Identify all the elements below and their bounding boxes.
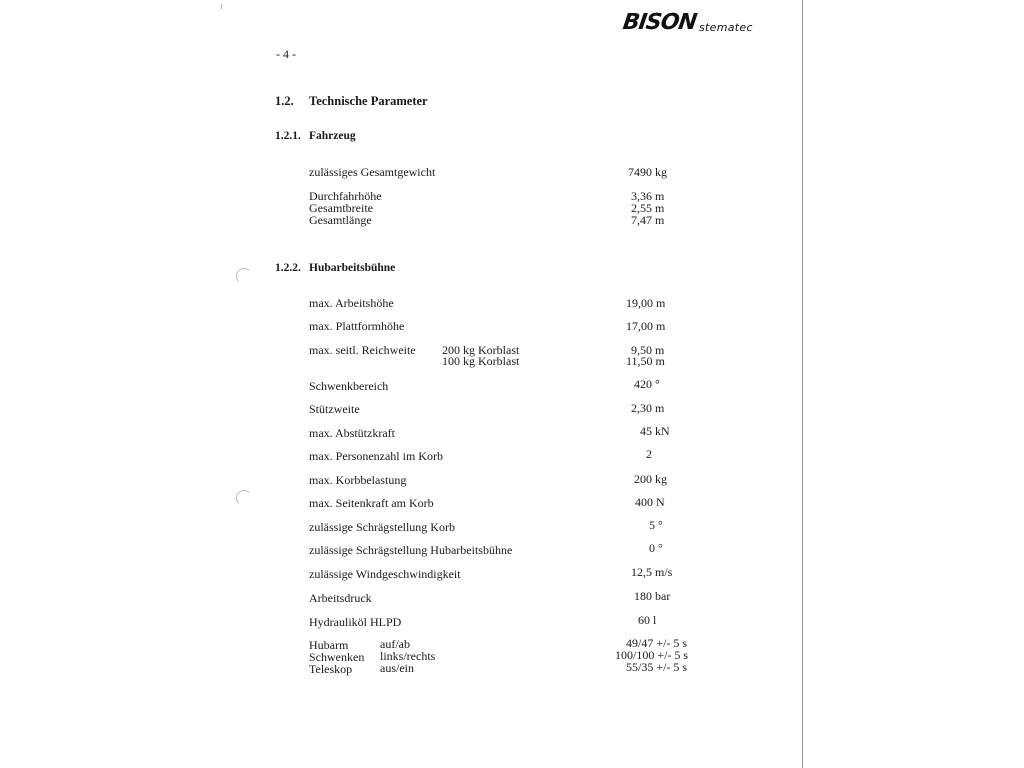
param-label: max. Arbeitshöhe [309,296,394,310]
param-label: zulässige Schrägstellung Hubarbeitsbühne [309,543,513,557]
param-condition: aus/ein [380,661,414,675]
param-label: Arbeitsdruck [309,591,372,605]
param-value: 100/100 +/- 5 s [615,648,689,662]
param-value: 180 bar [634,589,671,603]
param-condition: auf/ab [380,637,410,651]
param-value: 55/35 +/- 5 s [626,660,688,674]
param-label: max. Abstützkraft [309,426,395,440]
company-logo [623,10,768,36]
param-value: 60 l [638,613,657,627]
punch-hole-mark [236,268,252,284]
logo-main-text: BISON [621,10,698,35]
param-label: Schwenken [309,650,365,664]
param-value: 7490 kg [628,165,667,179]
param-value: 17,00 m [626,319,666,333]
param-label: max. Personenzahl im Korb [309,449,443,463]
logo-sub-text: stematec [699,21,753,34]
param-condition: 100 kg Korblast [442,354,520,368]
param-label: zulässige Schrägstellung Korb [309,520,455,534]
subsection-title-vehicle: Fahrzeug [309,130,356,142]
param-value: 3,36 m [631,189,665,203]
param-value: 200 kg [634,472,667,486]
param-label: Hydrauliköl HLPD [309,615,402,629]
param-value: 2,55 m [631,201,665,215]
section-title: Technische Parameter [309,94,428,108]
param-value: 11,50 m [626,354,665,368]
param-label: Durchfahrhöhe [309,189,382,203]
param-value: 12,5 m/s [631,565,673,579]
param-label: Hubarm [309,638,349,652]
param-label: zulässige Windgeschwindigkeit [309,567,461,581]
subsection-number-vehicle: 1.2.1. [275,130,301,142]
param-label: max. Plattformhöhe [309,319,405,333]
param-label: Gesamtlänge [309,213,372,227]
page-right-edge [802,0,803,768]
param-label: Teleskop [309,662,353,676]
param-label: max. Seitenkraft am Korb [309,496,434,510]
param-value: 2 [646,447,652,461]
param-label: Schwenkbereich [309,379,389,393]
param-value: 2,30 m [631,401,665,415]
param-value: 5 ° [649,518,663,532]
scan-mark [221,4,222,9]
param-label: Stützweite [309,402,360,416]
param-condition: 200 kg Korblast [442,343,520,357]
param-value: 0 ° [649,541,663,555]
param-label: max. seitl. Reichweite [309,343,416,357]
section-number: 1.2. [275,94,294,108]
page-number: - 4 - [276,47,296,61]
subsection-title-platform: Hubarbeitsbühne [309,262,396,274]
param-value: 45 kN [640,424,670,438]
punch-hole-mark [236,490,252,506]
param-value: 9,50 m [631,343,665,357]
param-condition: links/rechts [380,649,436,663]
param-value: 420 ° [634,377,660,391]
param-value: 19,00 m [626,296,666,310]
param-value: 400 N [635,495,665,509]
param-value: 49/47 +/- 5 s [626,636,688,650]
param-label: zulässiges Gesamtgewicht [309,165,436,179]
subsection-number-platform: 1.2.2. [275,262,301,274]
param-value: 7,47 m [631,213,665,227]
param-label: Gesamtbreite [309,201,373,215]
param-label: max. Korbbelastung [309,473,407,487]
